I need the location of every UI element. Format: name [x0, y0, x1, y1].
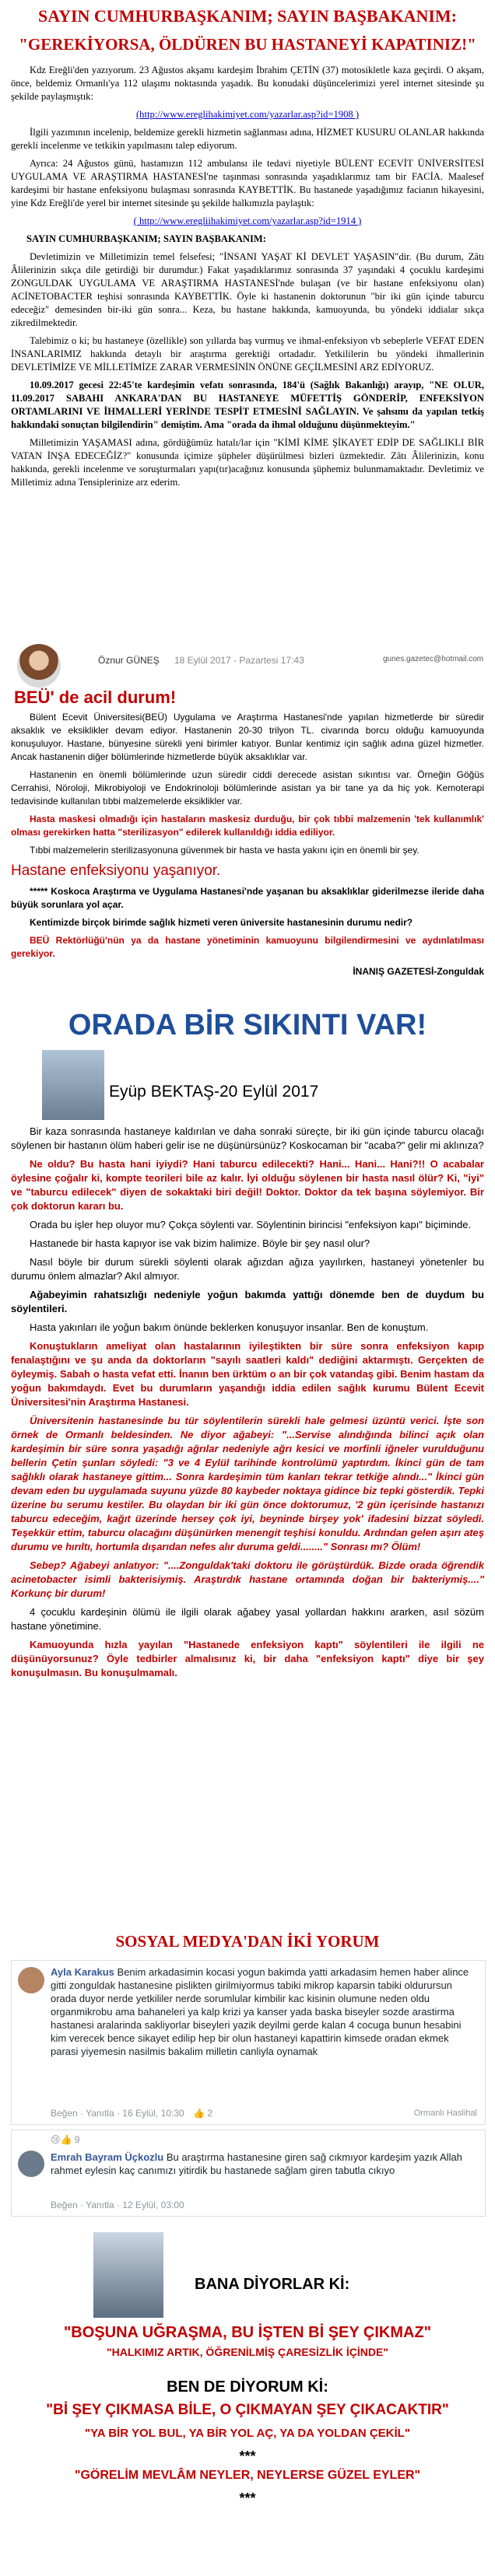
closing-line: BANA DİYORLAR Kİ:	[195, 2276, 350, 2293]
like-count: 9	[74, 2134, 80, 2145]
closing-block	[0, 2226, 495, 2568]
article2-paragraph: Konuştukların ameliyat olan hastalarının iyileştikten bir süre sonra enfeksiyon kapıp fenalaştığını ve şu anda da doktorların "sayılı saatleri kaldı" dediğini aktarmıştı. Gerçekten de öyleymiş. Sabah o hasta vefat etti. İnanın ben ürktüm o an bir çok vatandaş gibi. Benim hastam da yoğun bakımdaydı. Evet bu durumların yaşandığı iddia edilen sağlık kurumu Bülent Ecevit Üniversitesi'nin Araştırma Hastanesi.	[11, 1340, 484, 1408]
byline-1	[11, 644, 484, 689]
comment-1	[11, 1960, 486, 2125]
letter-paragraph: İlgili yazımının incelenip, beldemize gerekli hizmetin sağlanması adına, HİZMET KUSURU OLANLAR hakkında gerekli incelenme ve tetkikin yapılmasını talep ediyorum.	[11, 127, 484, 151]
closing-stars: ***	[239, 2448, 256, 2464]
article2-paragraph: Nasıl böyle bir durum sürekli söylenti olarak ağızdan ağıza yayılırken, hastaneyi yönetenler bu durumu önlem almazlar? Akıl almıyor.	[11, 1256, 484, 1282]
letter-title-2: SAYIN CUMHURBAŞKANIM; SAYIN BAŞBAKANIM:	[26, 233, 266, 244]
letter-paragraph: 10.09.2017 gecesi 22:45'te kardeşimin vefatı sonrasında, 184'ü (Sağlık Bakanlığı) arayıp, "NE OLUR, 11.09.2017 SABAHI ANKARA'DAN BU HASTANEYE MÜFETTİŞ GÖNDERİP, ENFEKSİYON ORTAMLARINI VE İHMALLERİ YERİNDE TESPİT ETMESİNİ SAĞLAYIN. Ve şahsımı da yapılan tetkiş hakkındaki sonuçtan bilgilendirin" demiştim. Ama "orada da ihmal olduğunu düşünmekteyim."	[11, 380, 484, 430]
author-photo	[42, 1050, 104, 1120]
author-photo	[17, 644, 61, 688]
closing-line: "BOŞUNA UĞRAŞMA, BU İŞTEN Bİ ŞEY ÇIKMAZ"	[63, 2324, 432, 2341]
letter-subtitle: "GEREKİYORSA, ÖLDÜREN BU HASTANEYİ KAPATINIZ!"	[19, 35, 476, 54]
article-date: 18 Eylül 2017 - Pazartesi 17:43	[174, 655, 304, 666]
letter-paragraph: Talebimiz o ki; bu hastaneye (özellikle) son yıllarda baş vurmuş ve ihmal-enfeksiyon vb sebeplerle VEFAT EDEN İNSANLARIMIZ hakkında detaylı bir araştırma gerektiği ortadadır. Yetkililerin bu yöndeki ihmallerinin DEVLETİMİZE VE MİLLETİMİZE ZARAR VERMESİNİN ÖNÜNE GEÇİLMESİNİ ARZ EDİYORUZ.	[11, 335, 484, 373]
comment-meta[interactable]: Beğen · Yanıtla · 16 Eylül, 10:30	[51, 2108, 184, 2119]
author-email[interactable]: gunes.gazetec@hotmail.com	[383, 655, 484, 663]
closing-line: "GÖRELİM MEVLÂM NEYLER, NEYLERSE GÜZEL EYLER"	[74, 2469, 421, 2482]
comment-text: Bu araştırma hastanesine giren sağ cıkmıyor kardeşim yazık Allah rahmet eylesin kaç canımızı yitirdik bu hastanede sağlam giren tabutla cıkıyo	[51, 2151, 462, 2176]
like-icon: 👍	[193, 2108, 205, 2119]
article2-paragraph: Hastanede bir hasta kapıyor ise vak bizim halimize. Böyle bir şey nasıl olur?	[30, 1237, 370, 1249]
closing-line: "Bİ ŞEY ÇIKMASA BİLE, O ÇIKMAYAN ŞEY ÇIKACAKTIR"	[46, 2402, 449, 2418]
article1-paragraph: ***** Koskoca Araştırma ve Uygulama Hastanesi'nde yaşanan bu aksaklıklar giderilmezse ileride daha büyük sorunlara yol açar.	[11, 886, 484, 910]
article1-paragraph: Bülent Ecevit Üniversitesi(BEÜ) Uygulama ve Araştırma Hastanesi'nde yapılan hizmetlerde bir süredir aksaklık ve eksiklikler devam ediyor. Hastanenin 20-30 trilyon TL. civarında borcu olduğu kamuoyunda konuşuluyor. Hastane, bünyesine sürekli yeni birimler katıyor. Bunlar kentimiz için sağlık adına güzel hizmetler. Ancak hastanenin diğer bölümlerinde hizmetlerde büyük aksaklıklar var.	[11, 712, 484, 762]
article1-emphasis: Hastane enfeksiyonu yaşanıyor.	[11, 863, 221, 879]
letter-link-2[interactable]: ( http://www.eregliihakimiyet.com/yazarlar.asp?id=1914 )	[133, 215, 362, 226]
letter-paragraph: Milletimizin YAŞAMASI adına, gördüğümüz hatalı/lar için "KİMİ KİME ŞİKAYET EDİP DE SAĞLIKLI BİR VATAN İNŞA EDECEĞİZ?" konusunda içimize şüpheler düşürülmesi bizleri üzmektedir. Zâtı Âlilerinizin, konu hakkında, gerekli incelenme ve soruşturmaları yapı(tır)acağınız konusunda şüphemiz bulunmamaktadır. Devletimiz ve Milletimiz adına Tensiplerinize arz ederim.	[11, 437, 484, 488]
commenter-name[interactable]: Ayla Karakus	[51, 1966, 114, 1978]
commenter-avatar	[18, 2151, 44, 2177]
comment-source: Ormanlı Haslihal	[413, 2109, 477, 2118]
letter-link-1[interactable]: (http://www.ereglihakimiyet.com/yazarlar.asp?id=1908 )	[135, 109, 360, 120]
commenter-avatar	[18, 1967, 44, 1993]
author-name: Öznur GÜNEŞ	[98, 655, 160, 666]
article2-paragraph: Sebep? Ağabeyi anlatıyor: "....Zonguldak'taki doktoru ile görüştürdük. Bizde orada öğrendik acinetobacter isimli bakterisiymiş. Araştırdık hastane ortamında doğan bir bakteriymiş...." Korkunç bir durum!	[11, 1559, 484, 1599]
article2-paragraph: Hasta yakınları ile yoğun bakım önünde beklerken konuşuyor insanlar. Ben de konuştum.	[30, 1321, 429, 1333]
article2-paragraph: Üniversitenin hastanesinde bu tür söylentilerin sürekli hale gelmesi üzüntü verici. İşte son örnek de Ormanlı beldesinden. Ne diyor ağabeyi: "...Servise alındığında bilinci açık olan kardeşimin bir süre sonra yaşadığı ağrılar nedeniyle ağrı kesici ve morfinli iğneler vurulduğunu bellerin Çetin şunları söyledi: "3 ve 4 Eylül tarihinde kontrolümü yaptırdım. İkinci gün de tam sağlıklı olarak hastaneye gittim... Sonra kardeşimin tüm kanları tekrar tetkiğe alındı..." İkinci gün devam eden bu uygulamada suyunu yüzde 80 kaybeder noktaya gidince biz tepki gösterdik. Tepki üzerine bu serumu kestiler. Bu olaydan bir iki gün önce doktorumuz, '2 gün içerisinde hastanızı taburcu edeceğim, kağıt üzerinde hersey çok iyi, beyninde birşey yok' ifadesini bizzat söyledi. Teşekkür ettim, taburcu olacağını düşünürken menengit teşhisi konuldu. Ardından gelen aşırı ateş durumu ve hırıltı, hortumla dışarıdan nefes alır duruma geldi........" Sonrası mı? Ölüm!	[11, 1415, 484, 1552]
closing-line: BEN DE DİYORUM Kİ:	[167, 2378, 328, 2396]
closing-stars: ***	[239, 2490, 256, 2506]
article1-source: İNANIŞ GAZETESİ-Zonguldak	[353, 966, 484, 977]
article1-paragraph: BEÜ Rektörlüğü'nün ya da hastane yönetiminin kamuoyunu bilgilendirmesini ve aydınlatılması gerekiyor.	[11, 935, 484, 959]
article1-paragraph: Kentimizde birçok birimde sağlık hizmeti veren üniversite hastanesinin durumu nedir?	[30, 917, 413, 928]
closing-line: "YA BİR YOL BUL, YA BİR YOL AÇ, YA DA YOLDAN ÇEKİL"	[85, 2427, 410, 2440]
article2-paragraph: 4 çocuklu kardeşinin ölümü ile ilgili olarak ağabey yasal yollardan hakkını ararken, asıl sözüm hastane yönetimine.	[11, 1606, 484, 1632]
letter-paragraph: Kdz Ereğli'den yazıyorum. 23 Ağustos akşamı kardeşim İbrahim ÇETİN (37) motosikletle kaza geçirdi. O akşam, önce, beldemiz Ormanlı'ya 112 ulaşımı noktasında yaşadık. Bu konudaki düşüncelerimizi yerel internet sitesinde şu şekilde paylaşmıştık:	[11, 65, 484, 102]
letter-paragraph: Ayrıca: 24 Ağustos günü, hastamızın 112 ambulansı ile tedavi niyetiyle BÜLENT ECEVİT ÜNİVERSİTESİ UYGULAMA VE ARAŞTIRMA HASTANESİ'ne taşınması sonrasında yaşadıklarımız tam bir FACİA. Maalesef kardeşimi bir hastane enfeksiyonu bulaşması sonrasında KAYBETTİK. Bu hastanede yaşadığımız facianın hikayesini, yine Kdz Ereğli'de yerel bir internet sitesinde şu şekilde halkımızla paylaştık:	[11, 158, 484, 208]
comment-2	[11, 2130, 486, 2217]
article2-byline-block	[11, 1050, 484, 1122]
letter-body	[11, 64, 484, 638]
closing-line: "HALKIMIZ ARTIK, ÖĞRENİLMİŞ ÇARESİZLİK İÇİNDE"	[107, 2346, 388, 2358]
closing-photo	[93, 2232, 163, 2318]
comment-text: Benim arkadasimin kocasi yogun bakimda yatti arkadasim hemen haber alince gitti zonguldak hastanesine pislikten girilmiyormus tabiki mikrop kaparsin tabiki oldurursun orada duyor nerde yetkililer nerde sorumlular kimbilir kac kisinin olumune neden oldu organmikrobu ama bahaneleri ya kalp krizi ya kanser yada baska biseyler sozde arastirma hastanesi aralarinda sakliyorlar biseyleri yazik deyilmi gerde kalan 4 cocuga bunun hesabini kim verecek bence sikayet edilip hep bir olun hastaneyi kapattirin kimsede oradan ekmek parasi yiyemesin nasilmis bakalim milletin canliyla oynamak	[51, 1966, 469, 2057]
article2-body	[11, 1125, 484, 1918]
reaction-icon: 😢👍	[51, 2134, 72, 2145]
article1-body	[11, 711, 484, 999]
article2-paragraph: Kamuoyunda hızla yayılan "Hastanede enfeksiyon kaptı" söylentileri ile ilgili ne düşünüyorsunuz? Öyle tedbirler almalısınız ki, bir daha "enfeksiyon kaptı" diye bir şey konuşulmasın. Bu konuşulmamalı.	[11, 1639, 484, 1678]
article2-paragraph: Orada bu işler hep oluyor mu? Çokça söylenti var. Söylentinin birincisi "enfeksiyon kapı" biçiminde.	[30, 1219, 472, 1230]
letter-paragraph: Devletimizin ve Milletimizin temel felsefesi; "İNSANI YAŞAT Kİ DEVLET YAŞASIN"dir. (Bu durum, Zâtı Âlilerinizin sıkça dile getirdiği bir durumdur.) Fakat yaşadıklarımız sonrasında 37 yaşındaki 4 çocuklu kardeşimi ZONGULDAK UYGULAMA VE ARAŞTIRMA HASTANESİ'nde bulaşan (ve bir hastane enfeksiyonu olan) ACİNETOBACTER teşhisi sonrasında KAYBETTİK. Öyle ki hastanenin doktorunun "bir iki gün içinde taburcu edeceğiz" demesinden bir-iki gün sonra... Keza, bu hastane hakkında, kamuoyunda, bu yöndeki iddialar sıkça zikredilmektedir.	[11, 251, 484, 328]
comment-meta[interactable]: Beğen · Yanıtla · 12 Eylül, 03:00	[51, 2200, 184, 2210]
article1-headline: BEÜ' de acil durum!	[14, 688, 177, 707]
article2-paragraph: Ağabeyimin rahatsızlığı nedeniyle yoğun bakımda yattığı dönemde ben de duydum bu söylentileri.	[11, 1289, 484, 1314]
article2-paragraph: Bir kaza sonrasında hastaneye kaldırılan ve daha sonraki süreçte, bir iki gün içinde taburcu olacağı söylenen bir hastanın ölüm haberi gelir ise ne düşünürsünüz? Koskocaman bir "acaba?" gelir mi aklınıza?	[11, 1125, 484, 1151]
letter-title: SAYIN CUMHURBAŞKANIM; SAYIN BAŞBAKANIM:	[37, 6, 458, 26]
article1-paragraph: Hastanenin en önemli bölümlerinde uzun süredir ciddi derecede asistan sıkıntısı var. Örneğin Göğüs Cerrahisi, Nöroloji, Mikrobiyoloji ve Endokrinoloji bölümlerinde asistan ya bir tane ya da hiç yok. Kemoterapi tedavisinde kullanılan tıbbi malzemelerde eksiklikler var.	[11, 769, 484, 807]
article2-byline: Eyüp BEKTAŞ-20 Eylül 2017	[109, 1083, 319, 1101]
social-heading: SOSYAL MEDYA'DAN İKİ YORUM	[115, 1932, 380, 1951]
article1-paragraph: Tıbbi malzemelerin sterilizasyonuna güvenmek bir hasta ve hasta yakını için en önemli bir şey.	[30, 845, 420, 856]
article2-headline: ORADA BİR SIKINTI VAR!	[68, 1009, 427, 1041]
commenter-name[interactable]: Emrah Bayram Üçkozlu	[51, 2151, 164, 2163]
article1-paragraph: Hasta maskesi olmadığı için hastaların maskesiz durduğu, bir çok tıbbi malzemenin 'tek kullanımlık' olması gerekirken hatta "sterilizasyon" edilerek kullanıldığı iddia ediliyor.	[11, 814, 484, 838]
like-count: 2	[207, 2108, 212, 2119]
article2-paragraph: Ne oldu? Bu hasta hani iyiydi? Hani taburcu edilecekti? Hani... Hani... Hani?!! O acabalar öylesine çoğalır ki, kompte teorileri bile az kalır. İyi olduğu söylenen bir hasta nasıl ölür? Ki, "iyi" ve "taburcu edilecek" diyen de sokaktaki biri değil! Doktor. Doktor da tek başına söylemiyor. Bir çok doktorun kararı bu.	[11, 1158, 484, 1212]
